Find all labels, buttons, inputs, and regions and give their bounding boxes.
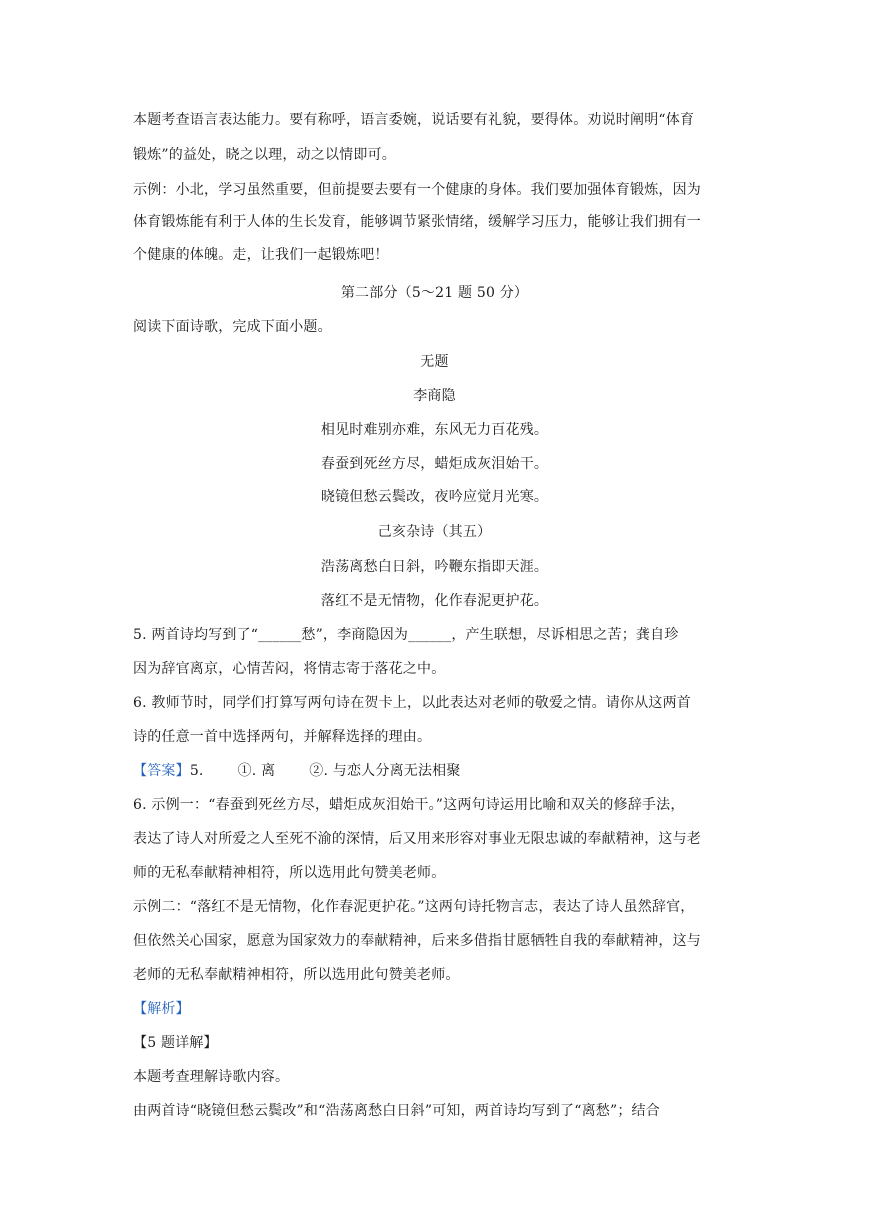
analysis-tag: 【解析】 [133,1001,190,1017]
detail-tag: 【5 题详解】 [133,1035,218,1051]
poem-line: 浩荡离愁白日斜，吟鞭东指即天涯。 [320,559,549,575]
detail-line: 由两首诗“晓镜但愁云鬓改”和“浩荡离愁白日斜”可知，两首诗均写到了“离愁”；结合 [133,1103,660,1119]
question-5: 5. 两首诗均写到了“______愁”，李商隐因为______，产生联想，尽诉相思之苦；龚自珍 [133,627,679,643]
poem1-author: 李商隐 [413,388,456,404]
poem-line: 落红不是无情物，化作春泥更护花。 [320,593,549,609]
poem-line: 晓镜但愁云鬓改，夜吟应觉月光寒。 [320,489,549,505]
section-heading: 第二部分（5～21 题 50 分） [340,285,529,301]
poem1-title: 无题 [420,354,449,370]
answer-line [133,761,743,781]
question-6-cont: 诗的任意一首中选择两句，并解释选择的理由。 [133,729,432,745]
poem-line: 相见时难别亦难，东风无力百花残。 [320,422,549,438]
question-6: 6. 教师节时，同学们打算写两句诗在贺卡上，以此表达对老师的敬爱之情。请你从这两首 [133,695,692,711]
answer6-line: 但依然关心国家，愿意为国家效力的奉献精神，后来多借指甘愿牺牲自我的奉献精神，这与 [133,933,701,949]
example-line: 体育锻炼能有利于人体的生长发育，能够调节紧张情绪，缓解学习压力，能够让我们拥有一 [133,214,701,230]
poem2-title: 己亥杂诗（其五） [377,524,492,540]
answer-blank-1: ①. 离 [237,763,276,779]
poem-line: 春蚕到死丝方尽，蜡炬成灰泪始干。 [320,456,549,472]
answer-tag: 【答案】 [133,763,190,779]
detail-line: 本题考查理解诗歌内容。 [133,1069,290,1085]
answer6-line: 师的无私奉献精神相符，所以选用此句赞美老师。 [133,865,446,881]
example-line: 示例：小北，学习虽然重要，但前提要去要有一个健康的身体。我们要加强体育锻炼，因为 [133,182,701,198]
answer6-line: 示例二：“落红不是无情物，化作春泥更护花。”这两句诗托物言志，表达了诗人虽然辞官， [133,899,695,915]
answer-number: 5. [189,763,204,779]
answer6-line: 6. 示例一：“春蚕到死丝方尽，蜡炬成灰泪始干。”这两句诗运用比喻和双关的修辞手法， [133,797,685,813]
answer-blank-2: ②. 与恋人分离无法相聚 [309,763,461,779]
example-line: 个健康的体魄。走，让我们一起锻炼吧！ [133,247,389,263]
paragraph-line: 本题考查语言表达能力。要有称呼，语言委婉，说话要有礼貌，要得体。劝说时阐明“体育 [133,112,695,128]
paragraph-line: 锻炼”的益处，晓之以理，动之以情即可。 [133,147,396,163]
answer6-line: 表达了诗人对所爱之人至死不渝的深情，后又用来形容对事业无限忠诚的奉献精神，这与老 [133,831,701,847]
question-5-cont: 因为辞官离京，心情苦闷，将情志寄于落花之中。 [133,661,446,677]
instruction-line: 阅读下面诗歌，完成下面小题。 [133,319,332,335]
answer6-line: 老师的无私奉献精神相符，所以选用此句赞美老师。 [133,967,460,983]
